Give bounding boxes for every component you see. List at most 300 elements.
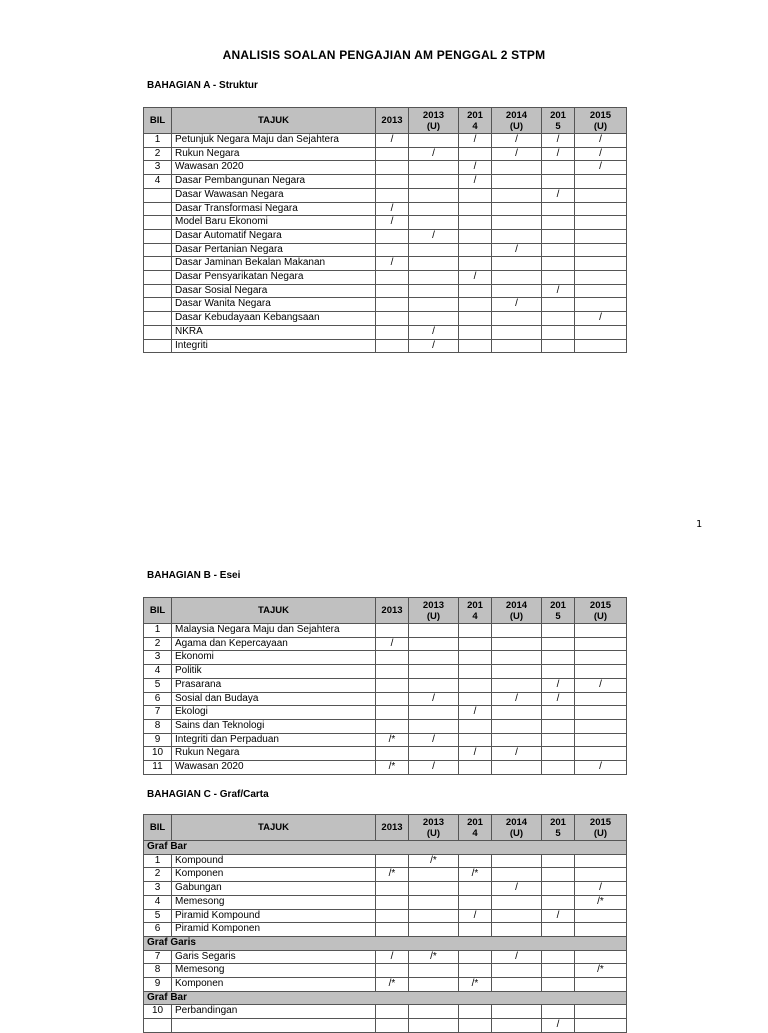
table-row: [144, 923, 627, 937]
mark-cell: [459, 637, 492, 651]
mark-cell: [542, 964, 575, 978]
mark-cell: [409, 188, 459, 202]
mark-cell: [542, 665, 575, 679]
mark-cell: /: [492, 692, 542, 706]
mark-cell: [492, 895, 542, 909]
mark-cell: [492, 854, 542, 868]
column-header: 2015 (U): [575, 815, 627, 841]
bil-cell: 11: [144, 761, 172, 775]
mark-cell: [376, 188, 409, 202]
mark-cell: [575, 978, 627, 992]
mark-cell: [409, 216, 459, 230]
mark-cell: [575, 747, 627, 761]
table-row: [144, 637, 627, 651]
bil-cell: 7: [144, 706, 172, 720]
mark-cell: /: [459, 747, 492, 761]
tajuk-cell: Dasar Pembangunan Negara: [172, 175, 376, 189]
bil-cell: 3: [144, 161, 172, 175]
mark-cell: [542, 624, 575, 638]
bil-cell: 4: [144, 175, 172, 189]
mark-cell: [376, 339, 409, 353]
bil-cell: [144, 243, 172, 257]
tajuk-cell: Politik: [172, 665, 376, 679]
bil-cell: 7: [144, 950, 172, 964]
section-b-heading: BAHAGIAN B - Esei: [147, 570, 241, 581]
bil-cell: [144, 216, 172, 230]
mark-cell: [542, 161, 575, 175]
bil-cell: [144, 298, 172, 312]
tajuk-cell: Malaysia Negara Maju dan Sejahtera: [172, 624, 376, 638]
column-header: BIL: [144, 815, 172, 841]
tajuk-cell: Integriti dan Perpaduan: [172, 733, 376, 747]
column-header: 2013: [376, 598, 409, 624]
mark-cell: /: [575, 312, 627, 326]
bil-cell: [144, 284, 172, 298]
column-header: 2014 (U): [492, 598, 542, 624]
mark-cell: [492, 624, 542, 638]
mark-cell: [376, 243, 409, 257]
mark-cell: [376, 719, 409, 733]
mark-cell: [492, 161, 542, 175]
bil-cell: 1: [144, 854, 172, 868]
mark-cell: /: [409, 229, 459, 243]
mark-cell: [459, 188, 492, 202]
mark-cell: [492, 761, 542, 775]
mark-cell: /*: [575, 895, 627, 909]
table-row: [144, 882, 627, 896]
mark-cell: [409, 202, 459, 216]
mark-cell: [492, 964, 542, 978]
tajuk-cell: Komponen: [172, 978, 376, 992]
mark-cell: /: [459, 706, 492, 720]
tajuk-cell: Dasar Sosial Negara: [172, 284, 376, 298]
mark-cell: [459, 733, 492, 747]
mark-cell: [409, 243, 459, 257]
mark-cell: [409, 895, 459, 909]
column-header: 2015 (U): [575, 598, 627, 624]
table-row: [144, 339, 627, 353]
table-row: [144, 761, 627, 775]
column-header: 2015 (U): [575, 108, 627, 134]
mark-cell: [542, 271, 575, 285]
group-label: Graf Garis: [144, 936, 627, 950]
mark-cell: /: [542, 284, 575, 298]
mark-cell: [459, 298, 492, 312]
bil-cell: [144, 229, 172, 243]
tajuk-cell: Gabungan: [172, 882, 376, 896]
mark-cell: [575, 202, 627, 216]
mark-cell: [409, 978, 459, 992]
bil-cell: 1: [144, 134, 172, 148]
mark-cell: [492, 1005, 542, 1019]
mark-cell: [542, 175, 575, 189]
mark-cell: [492, 271, 542, 285]
table-row: [144, 678, 627, 692]
mark-cell: [542, 868, 575, 882]
mark-cell: /: [459, 909, 492, 923]
bil-cell: 5: [144, 678, 172, 692]
tajuk-cell: Rukun Negara: [172, 747, 376, 761]
mark-cell: /: [542, 1019, 575, 1033]
mark-cell: /: [409, 733, 459, 747]
mark-cell: /: [459, 271, 492, 285]
table-row: [144, 747, 627, 761]
mark-cell: [492, 339, 542, 353]
mark-cell: /: [542, 909, 575, 923]
bil-cell: 9: [144, 978, 172, 992]
tajuk-cell: Perbandingan: [172, 1005, 376, 1019]
mark-cell: [459, 624, 492, 638]
mark-cell: [376, 895, 409, 909]
tajuk-cell: [172, 1019, 376, 1033]
mark-cell: [492, 678, 542, 692]
mark-cell: [542, 895, 575, 909]
mark-cell: [575, 868, 627, 882]
mark-cell: [376, 1005, 409, 1019]
mark-cell: /: [492, 298, 542, 312]
mark-cell: [459, 882, 492, 896]
column-header: 2013 (U): [409, 815, 459, 841]
mark-cell: [492, 978, 542, 992]
bil-cell: 2: [144, 868, 172, 882]
tajuk-cell: Wawasan 2020: [172, 761, 376, 775]
column-header: 2013 (U): [409, 108, 459, 134]
mark-cell: [409, 678, 459, 692]
mark-cell: [376, 175, 409, 189]
mark-cell: [459, 854, 492, 868]
table-row: [144, 298, 627, 312]
mark-cell: [409, 175, 459, 189]
mark-cell: [409, 624, 459, 638]
mark-cell: /: [459, 134, 492, 148]
mark-cell: [409, 257, 459, 271]
column-header: TAJUK: [172, 815, 376, 841]
mark-cell: /: [575, 147, 627, 161]
mark-cell: [409, 1005, 459, 1019]
mark-cell: [542, 298, 575, 312]
tajuk-cell: Dasar Transformasi Negara: [172, 202, 376, 216]
mark-cell: [575, 243, 627, 257]
column-header: 2013: [376, 815, 409, 841]
mark-cell: [492, 868, 542, 882]
bil-cell: 8: [144, 719, 172, 733]
mark-cell: [575, 733, 627, 747]
mark-cell: [409, 298, 459, 312]
table-row: [144, 257, 627, 271]
mark-cell: [459, 325, 492, 339]
mark-cell: /: [542, 188, 575, 202]
table-header-row: [144, 598, 627, 624]
mark-cell: /: [575, 882, 627, 896]
tajuk-cell: Prasarana: [172, 678, 376, 692]
mark-cell: /: [542, 147, 575, 161]
mark-cell: [542, 202, 575, 216]
mark-cell: [492, 202, 542, 216]
mark-cell: /: [409, 339, 459, 353]
group-row: [144, 936, 627, 950]
mark-cell: [409, 134, 459, 148]
mark-cell: [575, 325, 627, 339]
mark-cell: [542, 637, 575, 651]
mark-cell: [575, 229, 627, 243]
table-row: [144, 950, 627, 964]
mark-cell: /: [492, 147, 542, 161]
mark-cell: [376, 692, 409, 706]
mark-cell: [409, 1019, 459, 1033]
mark-cell: [409, 312, 459, 326]
mark-cell: [575, 624, 627, 638]
tajuk-cell: Komponen: [172, 868, 376, 882]
mark-cell: /: [376, 202, 409, 216]
mark-cell: [376, 312, 409, 326]
table-row: [144, 706, 627, 720]
table-row: [144, 284, 627, 298]
tajuk-cell: Memesong: [172, 964, 376, 978]
tajuk-cell: Sains dan Teknologi: [172, 719, 376, 733]
mark-cell: /*: [376, 868, 409, 882]
mark-cell: [575, 719, 627, 733]
mark-cell: [575, 950, 627, 964]
mark-cell: /: [492, 882, 542, 896]
bil-cell: [144, 257, 172, 271]
bil-cell: 3: [144, 651, 172, 665]
mark-cell: [492, 188, 542, 202]
mark-cell: [376, 1019, 409, 1033]
mark-cell: /: [575, 134, 627, 148]
mark-cell: [542, 761, 575, 775]
tajuk-cell: Dasar Kebudayaan Kebangsaan: [172, 312, 376, 326]
tajuk-cell: Sosial dan Budaya: [172, 692, 376, 706]
mark-cell: [542, 257, 575, 271]
bil-cell: 1: [144, 624, 172, 638]
table-row: [144, 243, 627, 257]
mark-cell: [409, 651, 459, 665]
mark-cell: [376, 161, 409, 175]
mark-cell: [409, 637, 459, 651]
mark-cell: /: [492, 243, 542, 257]
group-row: [144, 841, 627, 855]
mark-cell: /*: [575, 964, 627, 978]
table-row: [144, 325, 627, 339]
mark-cell: [575, 339, 627, 353]
tajuk-cell: Petunjuk Negara Maju dan Sejahtera: [172, 134, 376, 148]
mark-cell: [376, 854, 409, 868]
mark-cell: [492, 229, 542, 243]
mark-cell: /*: [409, 950, 459, 964]
mark-cell: [575, 692, 627, 706]
table-header-row: [144, 108, 627, 134]
mark-cell: /: [575, 678, 627, 692]
mark-cell: [492, 1019, 542, 1033]
mark-cell: [409, 719, 459, 733]
mark-cell: [376, 747, 409, 761]
mark-cell: [459, 339, 492, 353]
mark-cell: [459, 243, 492, 257]
table-row: [144, 188, 627, 202]
mark-cell: [492, 909, 542, 923]
mark-cell: [376, 964, 409, 978]
mark-cell: [575, 188, 627, 202]
mark-cell: /*: [459, 978, 492, 992]
table-row: [144, 719, 627, 733]
tajuk-cell: Garis Segaris: [172, 950, 376, 964]
mark-cell: [542, 243, 575, 257]
table-header-row: [144, 815, 627, 841]
mark-cell: [376, 271, 409, 285]
mark-cell: /: [376, 216, 409, 230]
mark-cell: [409, 271, 459, 285]
bil-cell: 5: [144, 909, 172, 923]
mark-cell: [575, 284, 627, 298]
column-header: 2013: [376, 108, 409, 134]
tajuk-cell: Ekologi: [172, 706, 376, 720]
tajuk-cell: NKRA: [172, 325, 376, 339]
mark-cell: [376, 229, 409, 243]
mark-cell: [459, 678, 492, 692]
table-row: [144, 271, 627, 285]
tajuk-cell: Wawasan 2020: [172, 161, 376, 175]
mark-cell: [542, 923, 575, 937]
bil-cell: [144, 1019, 172, 1033]
mark-cell: [459, 950, 492, 964]
bil-cell: 2: [144, 637, 172, 651]
mark-cell: [409, 909, 459, 923]
mark-cell: [459, 964, 492, 978]
mark-cell: [492, 325, 542, 339]
mark-cell: [575, 651, 627, 665]
mark-cell: [542, 854, 575, 868]
mark-cell: [409, 706, 459, 720]
mark-cell: [376, 147, 409, 161]
mark-cell: [542, 747, 575, 761]
mark-cell: [575, 298, 627, 312]
mark-cell: [492, 216, 542, 230]
bil-cell: 10: [144, 1005, 172, 1019]
mark-cell: [459, 1019, 492, 1033]
mark-cell: [459, 312, 492, 326]
mark-cell: /: [492, 747, 542, 761]
tajuk-cell: Ekonomi: [172, 651, 376, 665]
mark-cell: [409, 923, 459, 937]
mark-cell: /: [542, 134, 575, 148]
tajuk-cell: Kompound: [172, 854, 376, 868]
tajuk-cell: Piramid Kompound: [172, 909, 376, 923]
mark-cell: [575, 923, 627, 937]
mark-cell: [575, 909, 627, 923]
mark-cell: [492, 733, 542, 747]
mark-cell: [542, 950, 575, 964]
mark-cell: [575, 1019, 627, 1033]
table-row: [144, 868, 627, 882]
mark-cell: /*: [376, 733, 409, 747]
mark-cell: [459, 216, 492, 230]
mark-cell: [542, 339, 575, 353]
mark-cell: [459, 665, 492, 679]
mark-cell: [492, 175, 542, 189]
tajuk-cell: Memesong: [172, 895, 376, 909]
table-row: [144, 895, 627, 909]
mark-cell: [492, 706, 542, 720]
section-b-table: [143, 597, 627, 775]
column-header: 201 5: [542, 598, 575, 624]
section-a-heading: BAHAGIAN A - Struktur: [147, 80, 258, 91]
mark-cell: [575, 854, 627, 868]
bil-cell: 3: [144, 882, 172, 896]
table-row: [144, 175, 627, 189]
table-row: [144, 665, 627, 679]
mark-cell: /: [542, 692, 575, 706]
column-header: 201 4: [459, 108, 492, 134]
mark-cell: [409, 665, 459, 679]
mark-cell: /: [492, 950, 542, 964]
group-label: Graf Bar: [144, 841, 627, 855]
column-header: 201 4: [459, 815, 492, 841]
mark-cell: [542, 706, 575, 720]
mark-cell: /: [376, 950, 409, 964]
mark-cell: [459, 202, 492, 216]
column-header: TAJUK: [172, 108, 376, 134]
mark-cell: [492, 284, 542, 298]
group-row: [144, 991, 627, 1005]
table-row: [144, 909, 627, 923]
mark-cell: /*: [376, 978, 409, 992]
table-row: [144, 202, 627, 216]
table-row: [144, 964, 627, 978]
mark-cell: [492, 923, 542, 937]
mark-cell: /: [409, 325, 459, 339]
table-row: [144, 733, 627, 747]
mark-cell: /: [459, 175, 492, 189]
mark-cell: [409, 747, 459, 761]
mark-cell: [459, 229, 492, 243]
table-row: [144, 312, 627, 326]
table-row: [144, 216, 627, 230]
table-row: [144, 229, 627, 243]
table-row: [144, 1019, 627, 1033]
table-row: [144, 651, 627, 665]
tajuk-cell: Dasar Wawasan Negara: [172, 188, 376, 202]
mark-cell: [409, 882, 459, 896]
mark-cell: [376, 325, 409, 339]
mark-cell: [492, 637, 542, 651]
bil-cell: [144, 202, 172, 216]
mark-cell: [459, 692, 492, 706]
mark-cell: /: [376, 257, 409, 271]
mark-cell: [575, 175, 627, 189]
bil-cell: [144, 312, 172, 326]
mark-cell: [409, 964, 459, 978]
tajuk-cell: Integriti: [172, 339, 376, 353]
mark-cell: [492, 719, 542, 733]
mark-cell: /: [575, 761, 627, 775]
table-row: [144, 692, 627, 706]
tajuk-cell: Dasar Jaminan Bekalan Makanan: [172, 257, 376, 271]
mark-cell: /: [542, 678, 575, 692]
mark-cell: /: [575, 161, 627, 175]
tajuk-cell: Piramid Komponen: [172, 923, 376, 937]
tajuk-cell: Dasar Pensyarikatan Negara: [172, 271, 376, 285]
column-header: 2014 (U): [492, 108, 542, 134]
mark-cell: /: [409, 147, 459, 161]
bil-cell: [144, 325, 172, 339]
column-header: 201 4: [459, 598, 492, 624]
mark-cell: [492, 665, 542, 679]
mark-cell: [459, 719, 492, 733]
column-header: 201 5: [542, 108, 575, 134]
mark-cell: [459, 651, 492, 665]
table-row: [144, 147, 627, 161]
table-row: [144, 161, 627, 175]
